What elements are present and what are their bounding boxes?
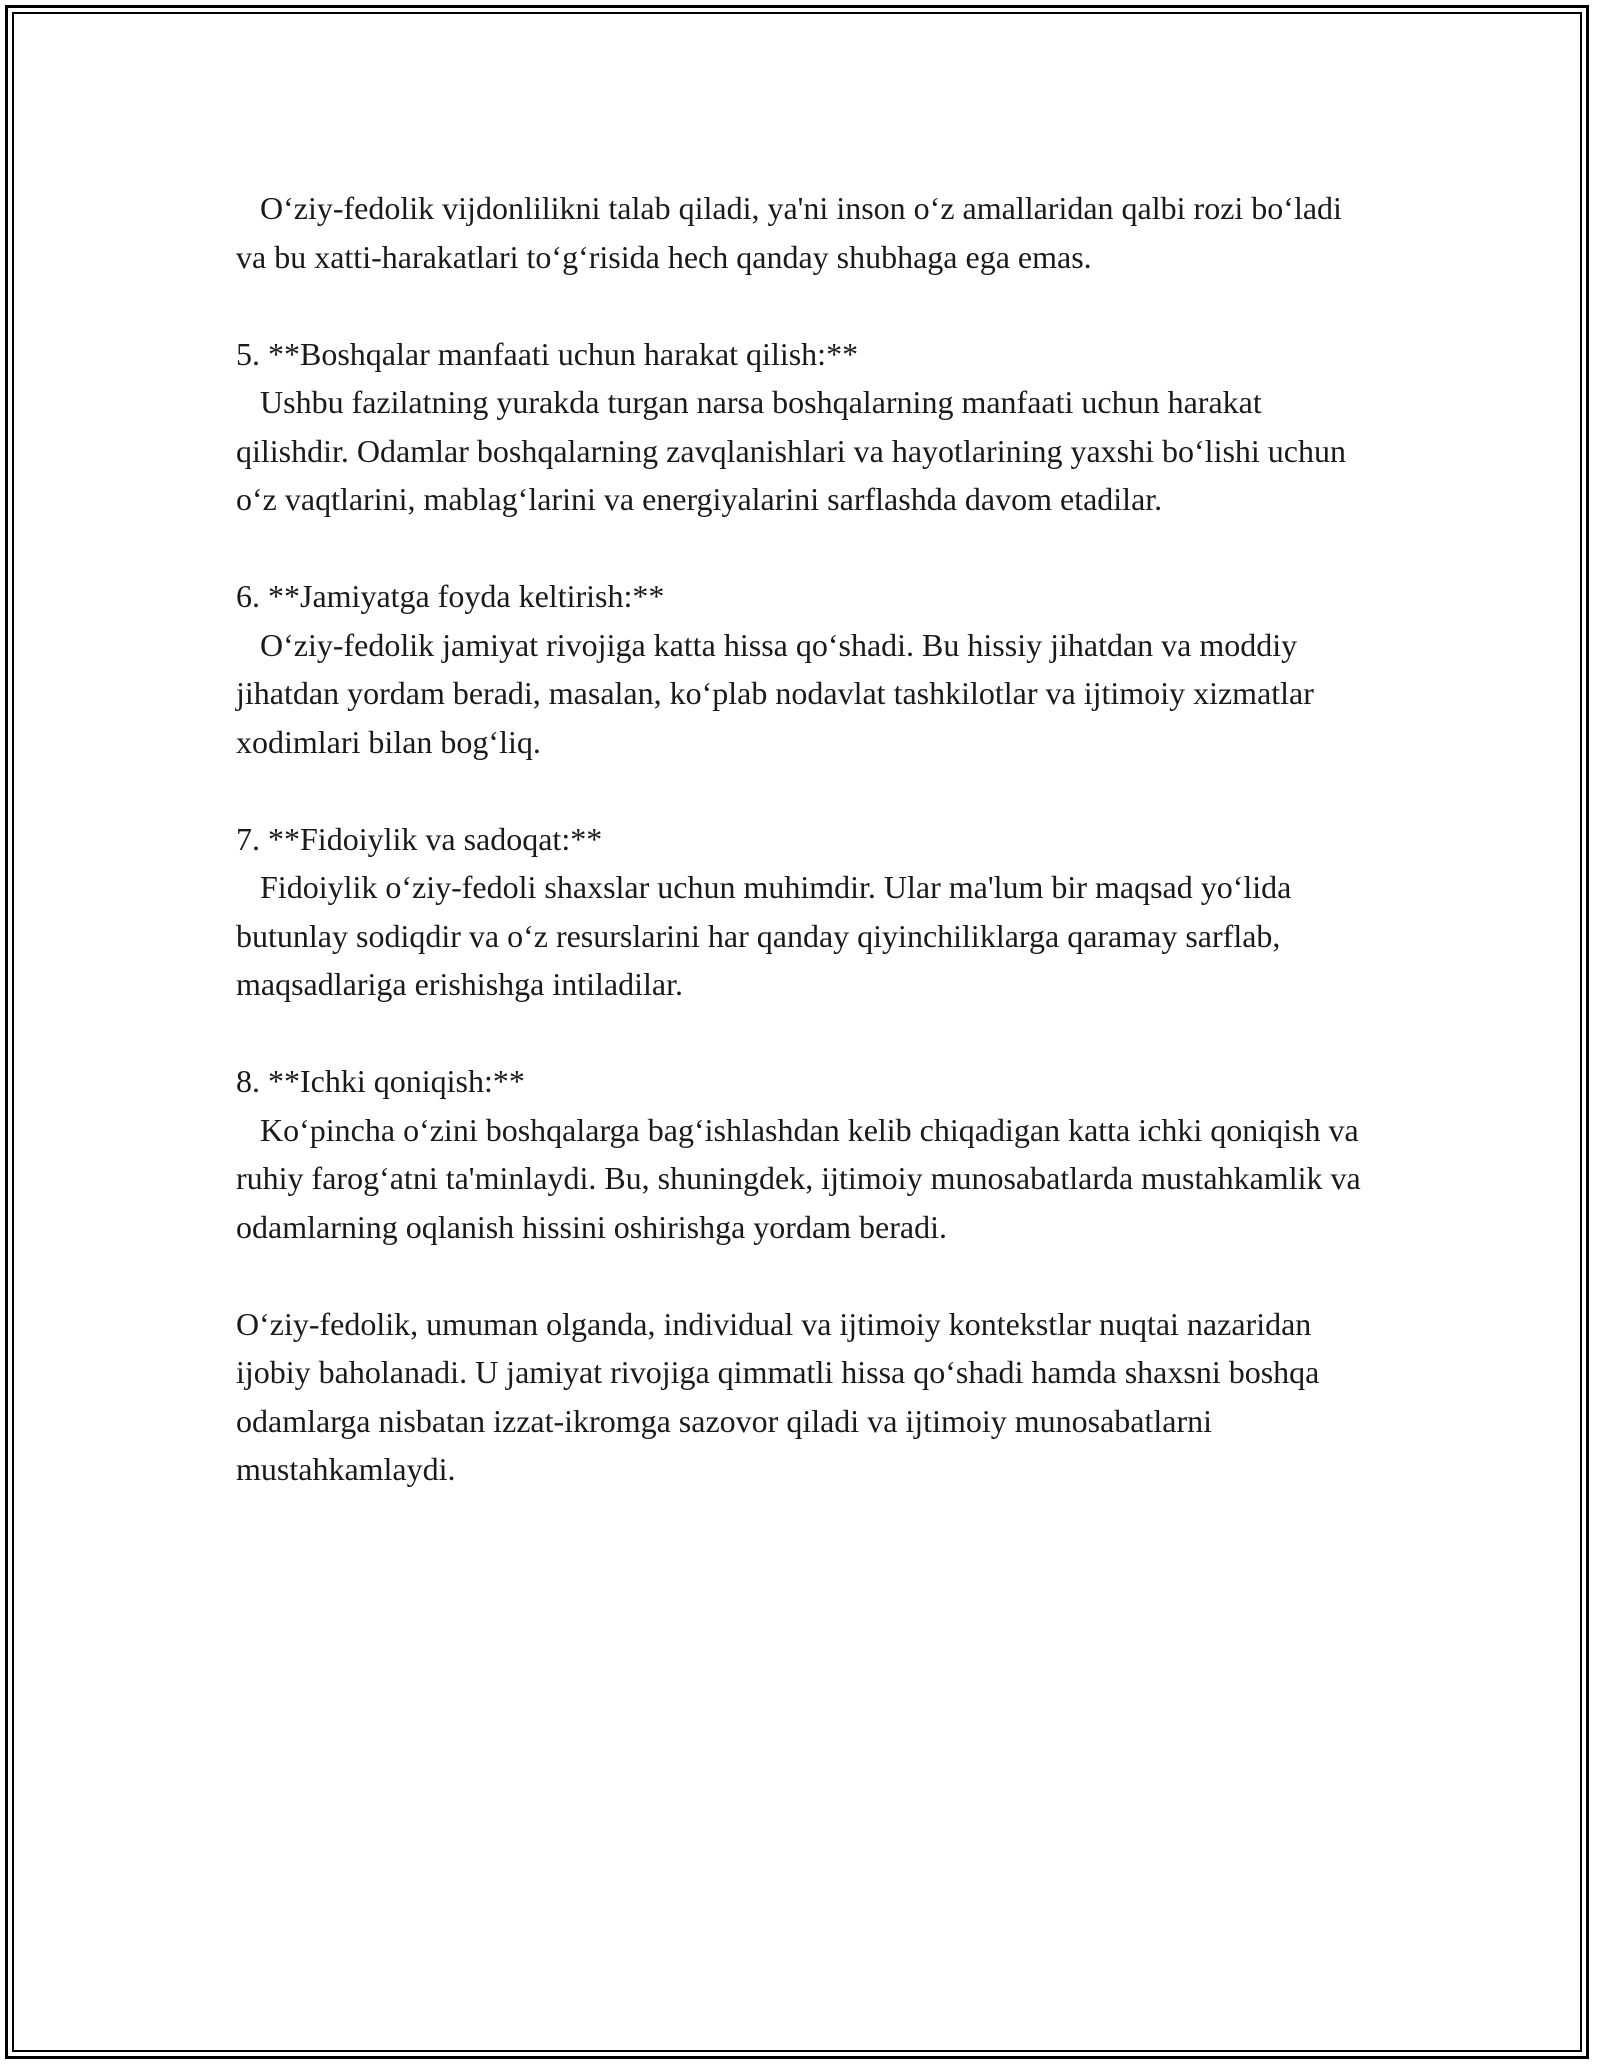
document-body [236,184,1369,1494]
paragraph-spacer [236,1251,1366,1300]
section-7-text: Fidoiylik oʻziy-fedoli shaxslar uchun muhimdir. Ular ma'lum bir maqsad yoʻlida butunlay sodiqdir va oʻz resurslarini har qanday qiyinchiliklarga qaramay sarflab, maqsadlariga erishishga intiladilar. [236,869,1300,1002]
section-6-text: Oʻziy-fedolik jamiyat rivojiga katta hissa qoʻshadi. Bu hissiy jihatdan va moddiy jihatdan yordam beradi, masalan, koʻplab nodavlat tashkilotlar va ijtimoiy xizmatlar xodimlari bilan bogʻliq. [236,626,1322,760]
paragraph-spacer [236,524,1366,573]
section-5-heading: 5. **Boshqalar manfaati uchun harakat qilish:** [236,335,859,372]
section-8-text: Koʻpincha oʻzini boshqalarga bagʻishlashdan kelib chiqadigan katta ichki qoniqish va ruhiy farogʻatni ta'minlaydi. Bu, shuningdek, ijtimoiy munosabatlarda mustahkamlik va odamlarning oqlanish hissini oshirishga yordam beradi. [236,1111,1369,1245]
section-7-heading: 7. **Fidoiylik va sadoqat:** [236,820,603,857]
section-6-heading: 6. **Jamiyatga foyda keltirish:** [236,578,665,614]
section-5-text: Ushbu fazilatning yurakda turgan narsa boshqalarning manfaati uchun harakat qilishdir. Odamlar boshqalarning zavqlanishlari va hayotlarining yaxshi boʻlishi uchun oʻz vaqtlarini, mablagʻlarini va energiyalarini sarflashda davom etadilar. [236,384,1354,517]
section-8-heading: 8. **Ichki qoniqish:** [236,1063,525,1099]
conclusion-paragraph: Oʻziy-fedolik, umuman olganda, individual va ijtimoiy kontekstlar nuqtai nazaridan ijobiy baholanadi. U jamiyat rivojiga qimmatli hissa qoʻshadi hamda shaxsni boshqa odamlarga nisbatan izzat-ikromga sazovor qiladi va ijtimoiy munosabatlarni mustahkamlaydi. [236,1305,1328,1487]
paragraph-spacer [236,1009,1366,1058]
intro-paragraph: Oʻziy-fedolik vijdonlilikni talab qiladi, ya'ni inson oʻz amallaridan qalbi rozi boʻladi va bu xatti-harakatlari toʻgʻrisida hech qanday shubhaga ega emas. [236,190,1350,275]
paragraph-spacer [236,766,1366,815]
paragraph-spacer [236,281,1366,330]
